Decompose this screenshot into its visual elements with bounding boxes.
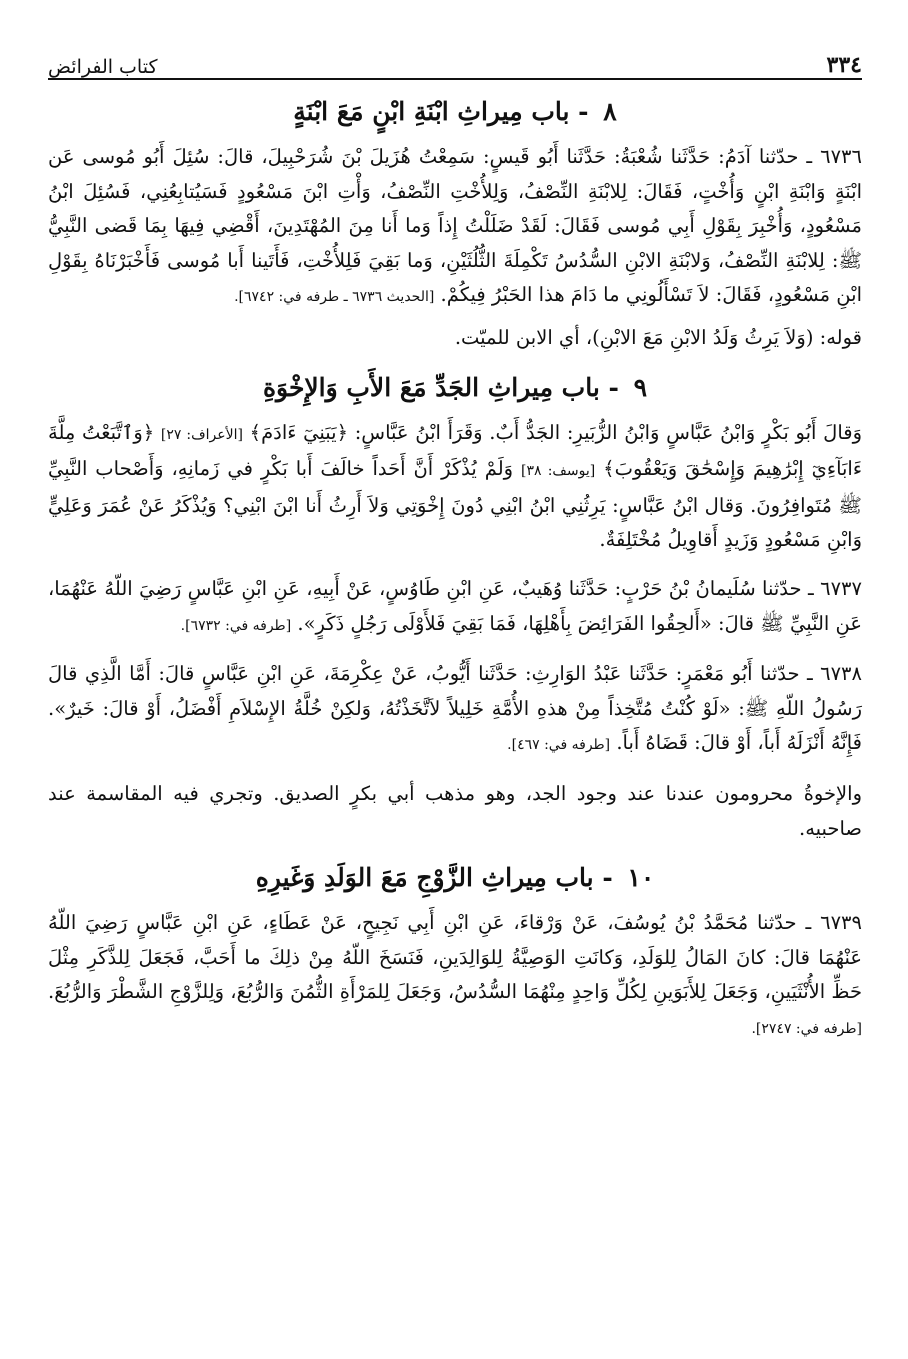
intro-text: وَلَمْ يُذْكَرْ أَنَّ أَحَداً خالَفَ أَبا بَكْرٍ في زَمانِهِ، وَأَصْحاب النَّبِيِّ ﷺ مُتَوافِرُونَ. وَقال ابْنُ عَبَّاسٍ: يَرِثُنِي ابْنُ ابْنِي دُونَ إِخْوَتِي وَلاَ أَرِثُ أَنا ابْنَ ابْنِي؟ وَيُذْكَرُ عَنْ عُمَرَ وَعَلِيٍّ وَابْنِ مَسْعُودٍ وَزَيدٍ أَقاوِيلُ مُخْتَلِفَةٌ. [48, 457, 862, 552]
hadith-reference: [طرفه في: ٤٦٧]. [507, 737, 611, 754]
commentary: قوله: (وَلاَ يَرِثُ وَلَدُ الابْنِ مَعَ الابْنِ)، أي الابن للميّت. [454, 325, 862, 349]
hadith-text: ٦٧٣٦ ـ حدّثنا آدَمُ: حَدَّثَنا شُعْبَةُ: حَدَّثَنا أَبُو قَيسٍ: سَمِعْتُ هُزَيلَ بْنَ شُرَحْبِيلَ، قالَ: سُئِلَ أَبُو مُوسى عَن ابْنَةٍ وَابْنَةِ ابْنٍ وَأُخْتٍ، فَقَالَ: لِلابْنَةِ النِّصْفُ، وَلِلأُخْتِ النِّصْفُ، وَأْتِ ابْنَ مَسْعُودٍ فَسَيُتابِعُنِي، فَسُئِلَ ابْنُ مَسْعُودٍ، وَأُخْبِرَ بِقَوْلِ أَبِي مُوسى فَقَالَ: لَقَدْ ضَلَلْتُ إِذاً وَما أَنا مِنَ المُهْتَدِينَ، أَقْضِي فِيهَا بِمَا قَضى النَّبِيُّ ﷺ: لِلابْنَةِ النِّصْفُ، وَلابْنَةِ الابْنِ السُّدُسُ تَكْمِلَةَ الثُّلُثَيْنِ، وَما بَقِيَ فَلِلأُخْتِ، فَأَتَينا أَبا مُوسى فَأَخْبَرْنَاهُ بِقَوْلِ ابْنِ مَسْعُودٍ، فَقَالَ: لاَ تَسْأَلُونِي ما دَامَ هذا الحَبْرُ فِيكُمْ. [48, 145, 862, 307]
hadith-reference: [طرفه في: ٦٧٣٢]. [180, 617, 292, 634]
hadith-6736 [48, 140, 862, 315]
quran-reference: [يوسف: ٣٨] [521, 463, 596, 480]
chapter-heading-10 [48, 858, 862, 898]
hadith-6738 [48, 657, 862, 763]
chapter-number: ٩ [633, 372, 648, 402]
chapter-title-text: - باب مِيراثِ الزَّوْجِ مَعَ الوَلَدِ وَغَيرِهِ [255, 863, 613, 893]
page-number: ٣٣٤ [826, 52, 862, 78]
chapter-number: ١٠ [627, 863, 655, 893]
chapter-heading-9 [48, 368, 862, 408]
chapter-heading-8 [48, 92, 862, 132]
chapter-intro [48, 416, 862, 558]
hadith-reference: [الحديث ٦٧٣٦ ـ طرفه في: ٦٧٤٢]. [234, 289, 435, 306]
hadith-text: ٦٧٣٨ ـ حدّثنا أَبُو مَعْمَرٍ: حَدَّثَنا عَبْدُ الوَارِثِ: حَدَّثَنا أَيُّوبُ، عَنْ عِكْرِمَةَ، عَنِ ابْنِ عَبَّاسٍ قالَ: أَمَّا الَّذِي قالَ رَسُولُ اللّهِ ﷺ: «لَوْ كُنْتُ مُتَّخِذاً مِنْ هذهِ الأُمَّةِ خَلِيلاً لاَتَّخَذْتُهُ، وَلكِنْ خُلَّةُ الإِسْلاَمِ أَفْضَلُ، أَوْ قالَ: خَيرٌ». فَإِنَّهُ أَنْزَلَهُ أَباً، أَوْ قالَ: قَضَاهُ أَباً. [48, 662, 863, 755]
hadith-6737 [48, 572, 862, 643]
quran-reference: [الأعراف: ٢٧] [160, 426, 243, 443]
book-page [48, 38, 862, 1052]
chapter-title-text: - باب مِيراثِ الجَدِّ مَعَ الأَبِ وَالإِخْوَةِ [262, 372, 619, 402]
hadith-reference: [طرفه في: ٢٧٤٧]. [751, 1020, 862, 1037]
running-header [48, 38, 862, 80]
commentary: والإخوةُ محرومون عندنا عند وجود الجد، وهو مذهب أبي بكرٍ الصديق. وتجري فيه المقاسمة عند صاحبيه. [48, 781, 862, 840]
quran-verse: ﴿وَٱتَّبَعْتُ مِلَّةَ ءَابَآءِيٓ إِبْرَٰهِيمَ وَإِسْحَٰقَ وَيَعْقُوبَ﴾ [48, 420, 863, 481]
chapter-number: ٨ [603, 97, 617, 126]
hadith-6739 [48, 906, 862, 1046]
hadith-text: ٦٧٣٩ ـ حدّثنا مُحَمَّدُ بْنُ يُوسُفَ، عَنْ وَرْقاءَ، عَنِ ابْنِ أَبِي نَجِيحٍ، عَنْ عَطَاءٍ، عَنِ ابْنِ عَبَّاسٍ رَضِيَ اللّهُ عَنْهُمَا قالَ: كانَ المَالُ لِلوَلَدِ، وَكانَتِ الوَصِيَّةُ لِلوَالِدَينِ، فَنَسَخَ اللّهُ مِنْ ذلِكَ ما أَحَبَّ، فَجَعَلَ لِلذَّكَرِ مِثْلَ حَظِّ الأُنْثَيَينِ، وَجَعَلَ لِلأَبَوَينِ لِكُلِّ وَاحِدٍ مِنْهُمَا السُّدُسُ، وَجَعَلَ لِلمَرْأَةِ الثُّمُنَ وَالرُّبُعَ، وَلِلزَّوْجِ الشَّطْرَ وَالرُّبُعَ. [48, 911, 862, 1004]
hadith-text: ٦٧٣٧ ـ حدّثنا سُلَيمانُ بْنُ حَرْبٍ: حَدَّثَنا وُهَيبٌ، عَنِ ابْنِ طَاوُسٍ، عَنْ أَبِيهِ، عَنِ ابْنِ عَبَّاسٍ رَضِيَ اللّهُ عَنْهُمَا، عَنِ النَّبِيِّ ﷺ قالَ: «أَلحِقُوا الفَرَائِضَ بِأَهْلِهَا، فَمَا بَقِيَ فَلأَوْلَى رَجُلٍ ذَكَرٍ». [48, 576, 862, 635]
chapter-title-text: - باب مِيراثِ ابْنَةِ ابْنٍ مَعَ ابْنَةٍ [293, 97, 589, 126]
book-title: كتاب الفرائض [48, 56, 158, 78]
intro-text: وَقالَ أَبُو بَكْرٍ وَابْنُ عَبَّاسٍ وَابْنُ الزُّبَيرِ: الجَدُّ أَبٌ. وَقَرَأَ ابْنُ عَبَّاسٍ: ﴿يَبَنِيٓ ءَادَمَ﴾ [249, 420, 863, 444]
